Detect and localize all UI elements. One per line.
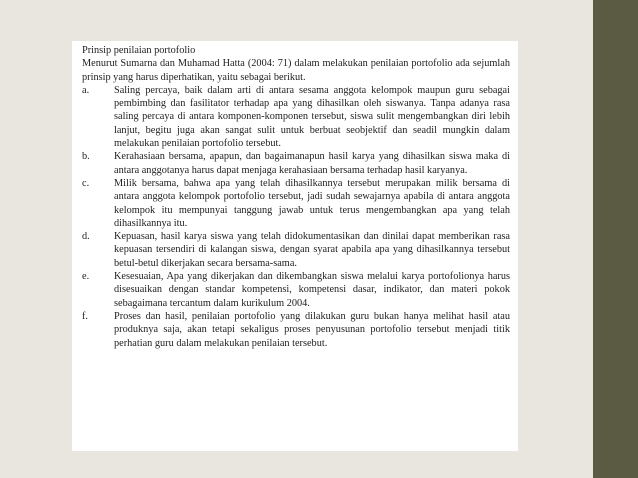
side-accent-bar bbox=[593, 0, 638, 478]
list-item bbox=[82, 84, 510, 150]
list-item-text: Kerahasiaan bersama, apapun, dan bagaimanapun hasil karya yang dihasilkan siswa maka di antara anggotanya harus dapat menjaga kerahasiaan bersama terhadap hasil karyanya. bbox=[114, 151, 510, 176]
list-item bbox=[82, 270, 510, 310]
list-item-text: Saling percaya, baik dalam arti di antara sesama anggota kelompok maupun guru sebagai pembimbing dan fasilitator terhadap apa yang dihasilkan oleh siswanya. Tanpa adanya rasa saling percaya di antara komponen-komponen tersebut, siswa sulit mengembangkan diri lebih lanjut, begitu juga akan sangat sulit untuk berbuat seobjektif dan seadil mungkin dalam melakukan penilaian portofolio tersebut. bbox=[114, 84, 510, 150]
list-item-marker: f. bbox=[82, 310, 89, 322]
list-item-marker: b. bbox=[82, 151, 90, 163]
list-item bbox=[82, 310, 510, 350]
list-item-text: Kesesuaian, Apa yang dikerjakan dan dikembangkan siswa melalui karya portofolionya harus disesuaikan dengan standar kompetensi, kompetensi dasar, indikator, dan materi pokok sebagaimana tercantum dalam kurikulum 2004. bbox=[114, 271, 510, 309]
list-item-marker: d. bbox=[82, 231, 90, 243]
list-item-text: Kepuasan, hasil karya siswa yang telah didokumentasikan dan dinilai dapat memberikan rasa kepuasan tersendiri di kalangan siswa, dengan syarat apabila apa yang dihasilkannya tersebut betul-betul dikerjakan secara bersama-sama. bbox=[114, 231, 510, 269]
document-image bbox=[72, 41, 518, 451]
document-intro: Menurut Sumarna dan Muhamad Hatta (2004: 71) dalam melakukan penilaian portofolio ada sejumlah prinsip yang harus diperhatikan, yaitu sebagai berikut. bbox=[82, 58, 510, 83]
list-item-marker: c. bbox=[82, 177, 90, 189]
list-item-text: Proses dan hasil, penilaian portofolio yang dilakukan guru bukan hanya melihat hasil atau produknya saja, akan tetapi sekaligus proses penyusunan portofolio tersebut menjadi titik perhatian guru dalam melakukan penilaian tersebut. bbox=[114, 310, 510, 349]
list-item-marker: e. bbox=[82, 271, 90, 283]
list-item bbox=[82, 150, 510, 177]
list-item-marker: a. bbox=[82, 84, 90, 96]
list-item-text: Milik bersama, bahwa apa yang telah dihasilkannya tersebut merupakan milik bersama di antara anggota kelompok portofolio tersebut, jadi sudah sewajarnya apabila di antara anggota kelompok itu mempunyai tanggung jawab untuk terus mengembangkan apa yang telah dihasilkannya itu. bbox=[114, 177, 510, 229]
list-item bbox=[82, 230, 510, 270]
document-heading: Prinsip penilaian portofolio bbox=[82, 45, 196, 56]
list-item bbox=[82, 177, 510, 230]
